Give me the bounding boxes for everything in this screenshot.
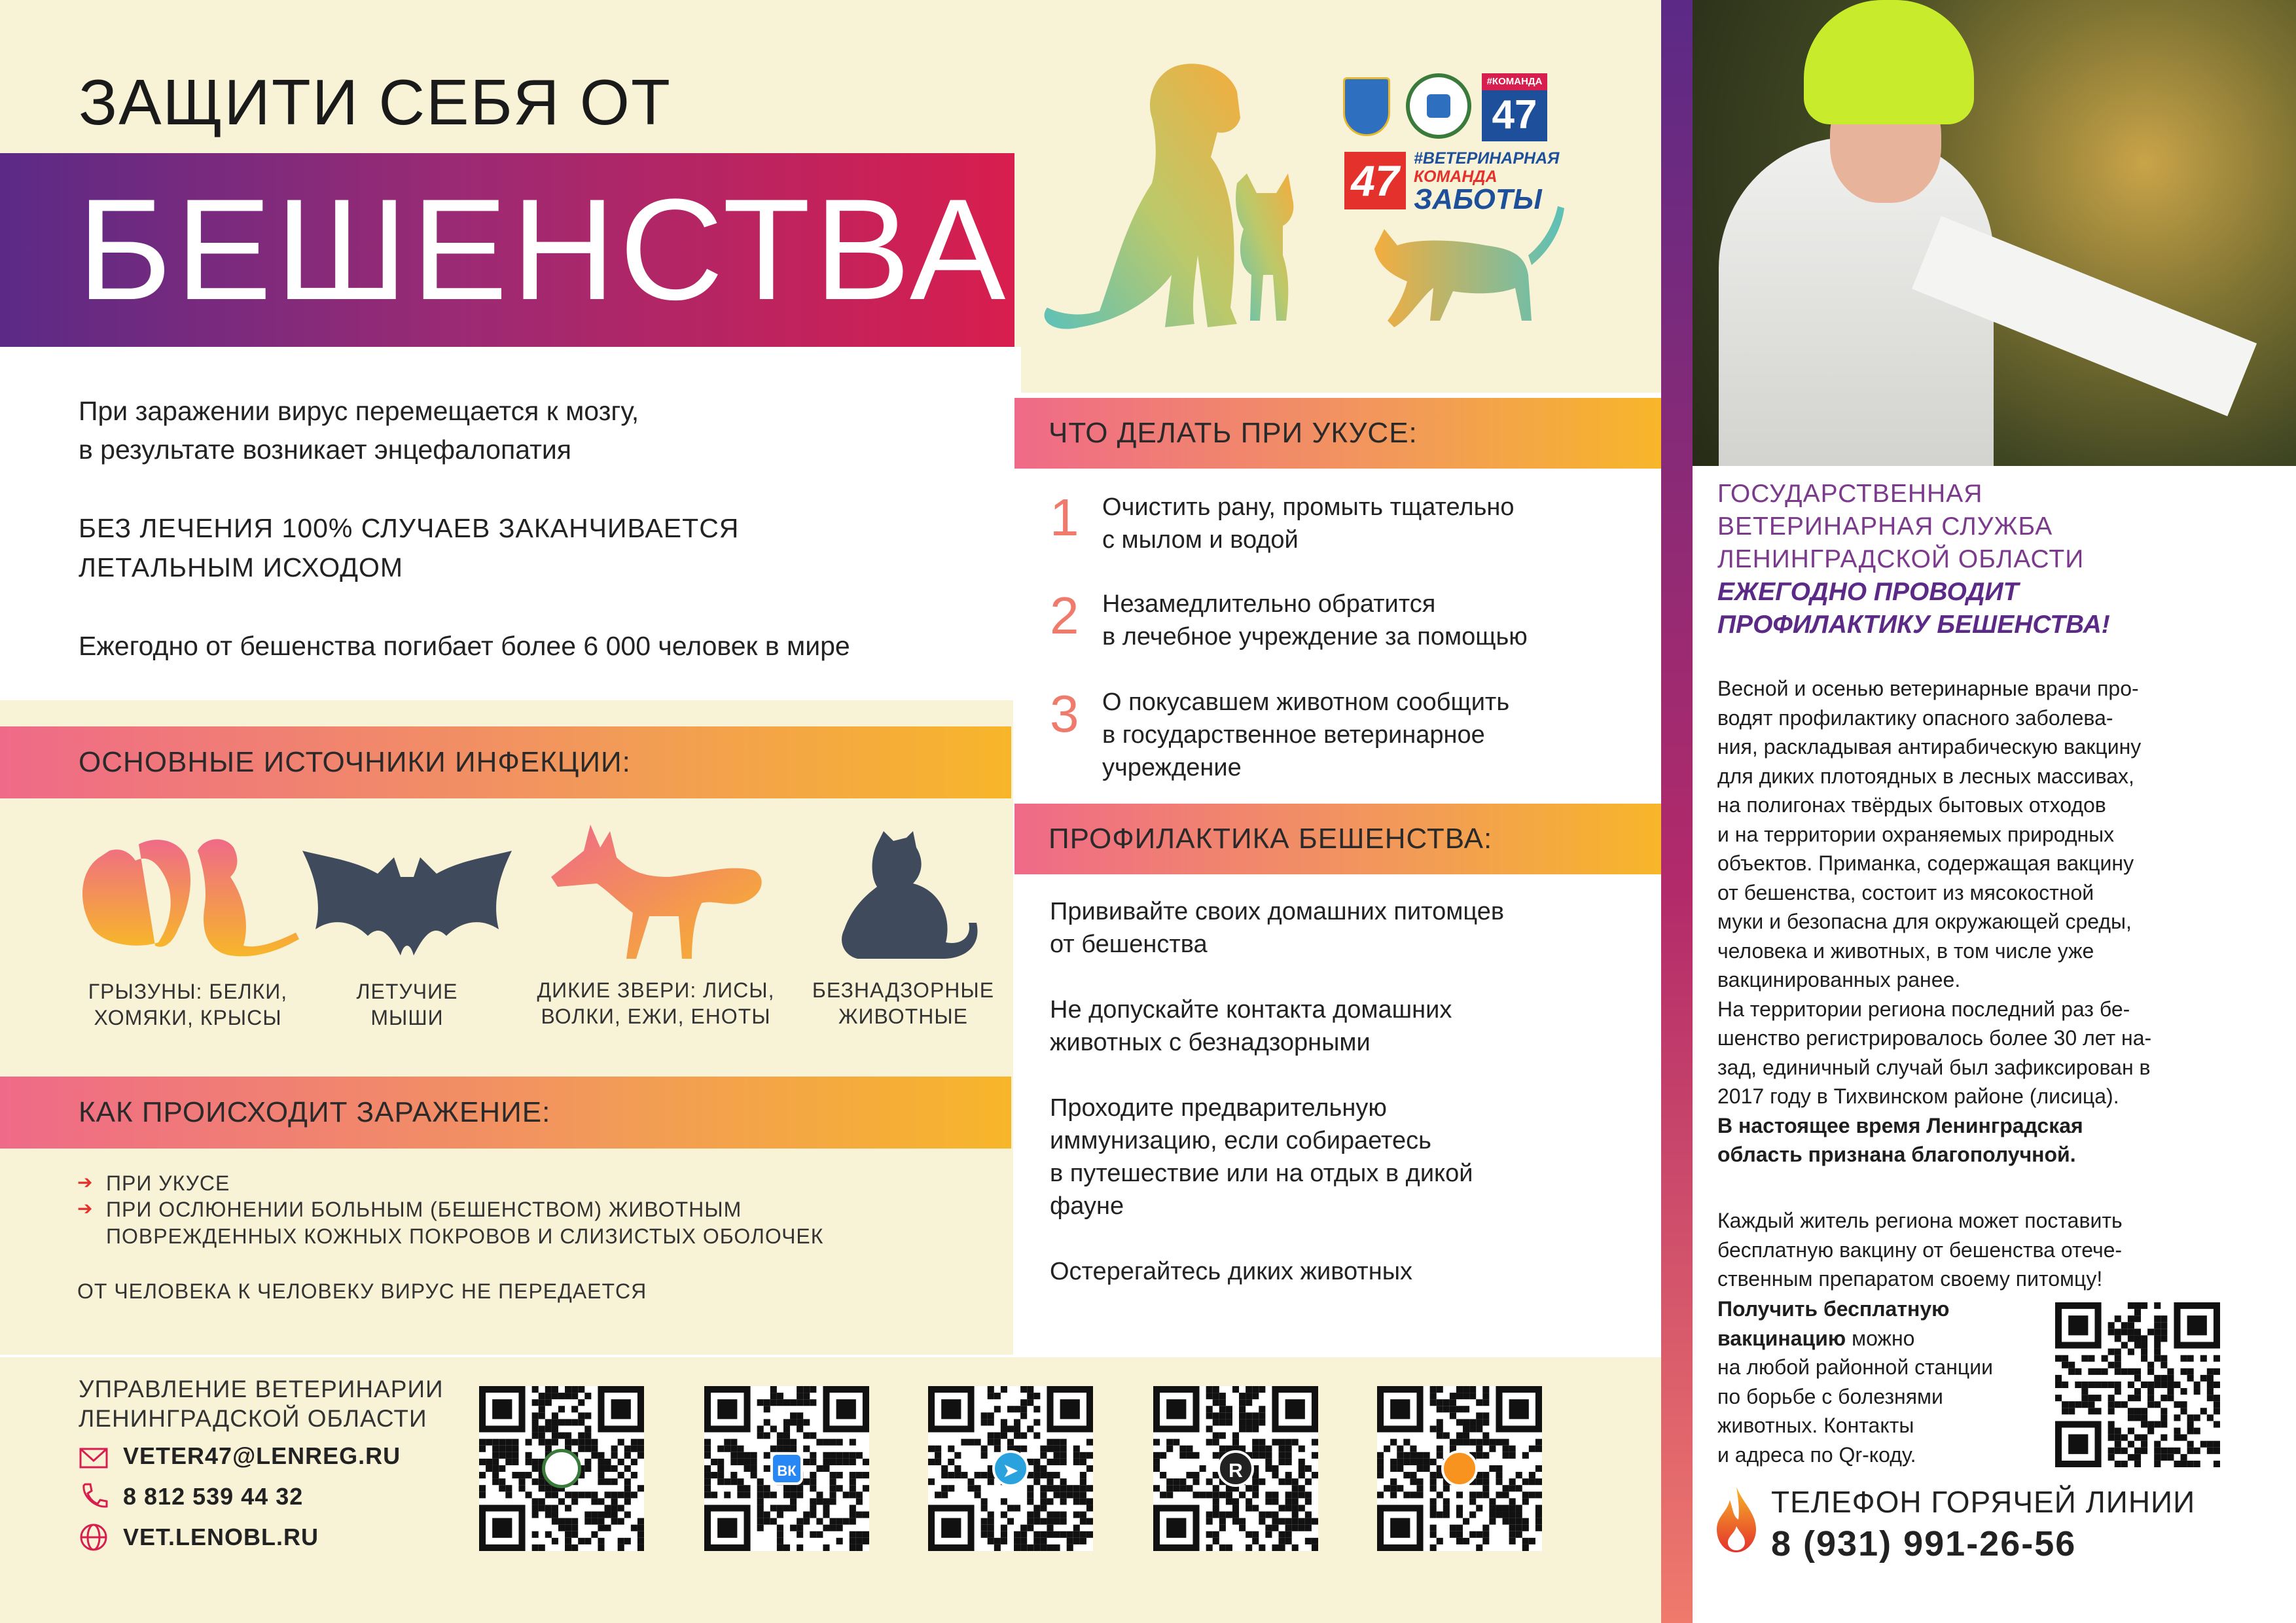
- small-dog-silhouette: [1236, 173, 1293, 321]
- source-label-bats: ЛЕТУЧИЕ МЫШИ: [356, 980, 458, 1029]
- right-heading-line3: ЛЕНИНГРАДСКОЙ ОБЛАСТИ: [1717, 545, 2085, 573]
- bite-step-3-line3: учреждение: [1102, 754, 1242, 781]
- stations-qr-code[interactable]: [2055, 1302, 2220, 1467]
- right-heading-line2: ВЕТЕРИНАРНАЯ СЛУЖБА: [1717, 512, 2053, 541]
- prevention-2-line2: животных с безнадзорными: [1050, 1029, 1371, 1056]
- bat-icon: [302, 838, 512, 962]
- right-vaccination-text: Каждый житель региона может поставить бесплатную вакцину от бешенства отече- ственным препаратом своему питомцу!: [1717, 1209, 2123, 1291]
- infection-item-1: ПРИ УКУСЕ: [106, 1171, 230, 1195]
- flame-icon: [1713, 1487, 1759, 1552]
- hotline-label: ТЕЛЕФОН ГОРЯЧЕЙ ЛИНИИ: [1771, 1485, 2196, 1519]
- vet-team-logo-num: 47: [1344, 152, 1406, 209]
- source-label-wild: ДИКИЕ ЗВЕРИ: ЛИСЫ, ВОЛКИ, ЕЖИ, ЕНОТЫ: [537, 978, 775, 1028]
- right-get-vaccine-text: Получить бесплатную вакцинацию можно на любой районной станции по борьбе с болезнями животных. Контакты и адреса по Qr-коду.: [1717, 1297, 1993, 1467]
- infection-item-2-line1: ПРИ ОСЛЮНЕНИИ БОЛЬНЫМ (БЕШЕНСТВОМ) ЖИВОТНЫМ: [106, 1198, 742, 1221]
- rutube-icon: R: [1217, 1450, 1254, 1487]
- qr-code-website[interactable]: [479, 1386, 644, 1551]
- fox-icon: [545, 818, 767, 962]
- prevention-4: Остерегайтесь диких животных: [1050, 1258, 1413, 1285]
- right-divider-stripe: [1661, 0, 1693, 1623]
- vet-team-logo-line3: ЗАБОТЫ: [1414, 183, 1542, 215]
- infection-arrow-2: ➔: [77, 1198, 93, 1219]
- infection-header: КАК ПРОИСХОДИТ ЗАРАЖЕНИЕ:: [0, 1077, 1011, 1149]
- footer-site[interactable]: VET.LENOBL.RU: [123, 1524, 319, 1550]
- infection-note: ОТ ЧЕЛОВЕКА К ЧЕЛОВЕКУ ВИРУС НЕ ПЕРЕДАЕТСЯ: [77, 1279, 647, 1303]
- infection-item-2-line2: ПОВРЕЖДЕННЫХ КОЖНЫХ ПОКРОВОВ И СЛИЗИСТЫХ ОБОЛОЧЕК: [106, 1224, 824, 1248]
- photo-green-hat: [1804, 0, 1974, 124]
- bite-header: ЧТО ДЕЛАТЬ ПРИ УКУСЕ:: [1014, 398, 1661, 469]
- prevention-3-line4: фауне: [1050, 1192, 1124, 1220]
- komanda-47-logo: [1482, 73, 1547, 141]
- intro-text-1-line1: При заражении вирус перемещается к мозгу,: [79, 396, 639, 426]
- bite-step-2-number: 2: [1050, 586, 1079, 645]
- vet-service-emblem-cross: [1427, 94, 1450, 118]
- qr-code-vk[interactable]: [704, 1386, 869, 1551]
- qr-code-rutube[interactable]: [1153, 1386, 1318, 1551]
- sources-header: ОСНОВНЫЕ ИСТОЧНИКИ ИНФЕКЦИИ:: [0, 726, 1011, 798]
- bite-step-1-line1: Очистить рану, промыть тщательно: [1102, 493, 1515, 521]
- stray-cat-icon: [831, 831, 982, 962]
- hotline-number[interactable]: 8 (931) 991-26-56: [1771, 1524, 2077, 1563]
- qr-pattern: [2055, 1302, 2220, 1467]
- vet-emblem-icon: [542, 1449, 581, 1488]
- page-title-line2: БЕШЕНСТВА: [77, 169, 1010, 330]
- cat-silhouette: [1374, 206, 1564, 327]
- vet-team-logo-line1: #ВЕТЕРИНАРНАЯ: [1414, 149, 1560, 168]
- prevention-3-line1: Проходите предварительную: [1050, 1094, 1387, 1122]
- prevention-1-line2: от бешенства: [1050, 931, 1208, 958]
- vet-team-logo-line2: КОМАНДА: [1414, 168, 1498, 186]
- bite-step-3-line1: О покусавшем животном сообщить: [1102, 688, 1510, 716]
- qr-code-odnoklassniki[interactable]: [1377, 1386, 1542, 1551]
- prevention-1-line1: Прививайте своих домашних питомцев: [1050, 898, 1505, 925]
- footer-email[interactable]: VETER47@LENREG.RU: [123, 1442, 401, 1469]
- right-heading-line1: ГОСУДАРСТВЕННАЯ: [1717, 480, 1983, 508]
- odnoklassniki-icon: [1441, 1450, 1478, 1487]
- right-heading-line5: ПРОФИЛАКТИКУ БЕШЕНСТВА!: [1717, 611, 2110, 639]
- source-label-stray: БЕЗНАДЗОРНЫЕ ЖИВОТНЫЕ: [812, 978, 995, 1028]
- coat-of-arms-logo: [1343, 77, 1390, 136]
- intro-text-3: Ежегодно от бешенства погибает более 6 000 человек в мире: [79, 631, 850, 661]
- dog-silhouette: [1045, 63, 1240, 329]
- bite-step-1-line2: с мылом и водой: [1102, 526, 1299, 554]
- bite-step-1-number: 1: [1050, 488, 1079, 546]
- bite-step-3-line2: в государственное ветеринарное: [1102, 721, 1485, 749]
- telegram-icon: ➤: [992, 1450, 1029, 1487]
- rodents-icon: [73, 831, 302, 962]
- phone-icon: [79, 1482, 109, 1510]
- bite-step-2-line1: Незамедлительно обратится: [1102, 590, 1436, 618]
- footer-phone[interactable]: 8 812 539 44 32: [123, 1483, 304, 1510]
- intro-text-2-line1: БЕЗ ЛЕЧЕНИЯ 100% СЛУЧАЕВ ЗАКАНЧИВАЕТСЯ: [79, 513, 740, 543]
- page-title-line1: ЗАЩИТИ СЕБЯ ОТ: [79, 66, 672, 138]
- footer-org-line1: УПРАВЛЕНИЕ ВЕТЕРИНАРИИ: [79, 1376, 444, 1402]
- intro-text-2-line2: ЛЕТАЛЬНЫМ ИСХОДОМ: [79, 552, 404, 582]
- prevention-3-line3: в путешествие или на отдых в дикой: [1050, 1160, 1473, 1187]
- right-body-text: Весной и осенью ветеринарные врачи про- водят профилактику опасного заболева- ния, раскладывая антирабическую вакцину для диких плотоядных в лесных массивах, на полигонах твёрдых бытовых отходов и на территории охраняемых природных объектов. Приманка, содержащая вакцину от бешенства, состоит из мясокостной муки и безопасна для окружающей среды, человека и животных, в том числе уже вакцинированных ранее. На территории региона последний раз бе- шенство регистрировалось более 30 лет на- зад, единичный случай был зафиксирован в 2017 году в Тихвинском районе (лисица). В настоящее время Ленинградская область признана благополучной.: [1717, 677, 2152, 1166]
- komanda-num: 47: [1492, 92, 1537, 137]
- globe-icon: [79, 1522, 109, 1552]
- vk-icon: ВК: [770, 1452, 803, 1485]
- bite-step-2-line2: в лечебное учреждение за помощью: [1102, 623, 1528, 651]
- footer-org-line2: ЛЕНИНГРАДСКОЙ ОБЛАСТИ: [79, 1405, 427, 1432]
- bite-step-3-number: 3: [1050, 685, 1079, 743]
- email-icon: [79, 1444, 109, 1470]
- prevention-header: ПРОФИЛАКТИКА БЕШЕНСТВА:: [1014, 804, 1661, 874]
- vet-worker-photo: [1693, 0, 2296, 466]
- prevention-3-line2: иммунизацию, если собираетесь: [1050, 1127, 1431, 1154]
- intro-text-1-line2: в результате возникает энцефалопатия: [79, 435, 571, 465]
- prevention-2-line1: Не допускайте контакта домашних: [1050, 996, 1452, 1024]
- footer-divider: [0, 1355, 1661, 1357]
- source-label-rodents: ГРЫЗУНЫ: БЕЛКИ, ХОМЯКИ, КРЫСЫ: [88, 980, 288, 1029]
- qr-code-telegram[interactable]: [928, 1386, 1093, 1551]
- right-heading-line4: ЕЖЕГОДНО ПРОВОДИТ: [1717, 578, 2019, 606]
- komanda-tag: #КОМАНДА: [1482, 73, 1547, 90]
- infection-arrow-1: ➔: [77, 1172, 93, 1192]
